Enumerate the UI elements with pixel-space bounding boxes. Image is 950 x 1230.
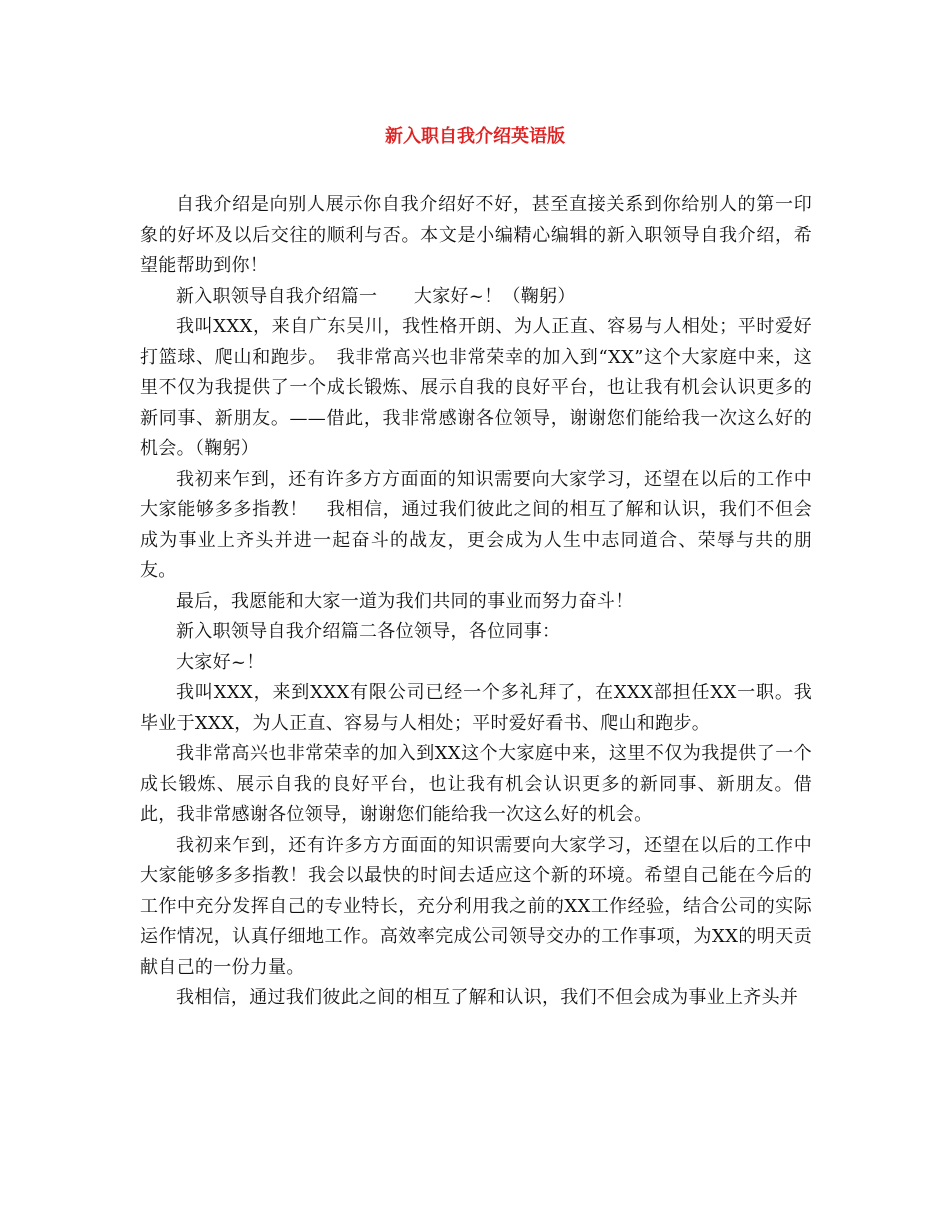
paragraph: 我叫XXX，来自广东吴川，我性格开朗、为人正直、容易与人相处；平时爱好打篮球、爬山和跑步。 我非常高兴也非常荣幸的加入到“XX”这个大家庭中来，这里不仅为我提供了一个成长锻炼、展示自我的良好平台，也让我有机会认识更多的新同事、新朋友。——借此，我非常感谢各位领导，谢谢您们能给我一次这么好的机会。（鞠躬）	[140, 316, 812, 459]
paragraph-greeting: 大家好~！	[176, 651, 265, 673]
paragraph: 我非常高兴也非常荣幸的加入到XX这个大家庭中来，这里不仅为我提供了一个成长锻炼、展示自我的良好平台，也让我有机会认识更多的新同事、新朋友。借此，我非常感谢各位领导，谢谢您们能给我一次这么好的机会。	[140, 743, 812, 825]
paragraph-section-two-heading: 新入职领导自我介绍篇二各位领导，各位同事：	[176, 621, 561, 642]
document-title: 新入职自我介绍英语版	[385, 126, 565, 147]
paragraph: 我相信，通过我们彼此之间的相互了解和认识，我们不但会成为事业上齐头并	[176, 987, 799, 1008]
paragraph: 最后，我愿能和大家一道为我们共同的事业而努力奋斗！	[176, 590, 634, 612]
paragraph: 我初来乍到，还有许多方方面面的知识需要向大家学习，还望在以后的工作中大家能够多多指教！ 我相信，通过我们彼此之间的相互了解和认识，我们不但会成为事业上齐头并进一起奋斗的战友，更会成为人生中志同道合、荣辱与共的朋友。	[140, 468, 812, 581]
document-body	[140, 190, 812, 1014]
paragraph: 我初来乍到，还有许多方方面面的知识需要向大家学习，还望在以后的工作中大家能够多多指教！我会以最快的时间去适应这个新的环境。希望自己能在今后的工作中充分发挥自己的专业特长，充分利用我之前的XX工作经验，结合公司的实际运作情况，认真仔细地工作。高效率完成公司领导交办的工作事项，为XX的明天贡献自己的一份力量。	[140, 834, 812, 978]
paragraph-intro: 自我介绍是向别人展示你自我介绍好不好，甚至直接关系到你给别人的第一印象的好坏及以后交往的顺利与否。本文是小编精心编辑的新入职领导自我介绍，希望能帮助到你！	[140, 194, 812, 276]
paragraph-section-one-heading: 新入职领导自我介绍篇一 大家好~！（鞠躬）	[176, 285, 576, 307]
paragraph: 我叫XXX，来到XXX有限公司已经一个多礼拜了，在XXX部担任XX一职。我毕业于XXX，为人正直、容易与人相处；平时爱好看书、爬山和跑步。	[140, 682, 812, 734]
